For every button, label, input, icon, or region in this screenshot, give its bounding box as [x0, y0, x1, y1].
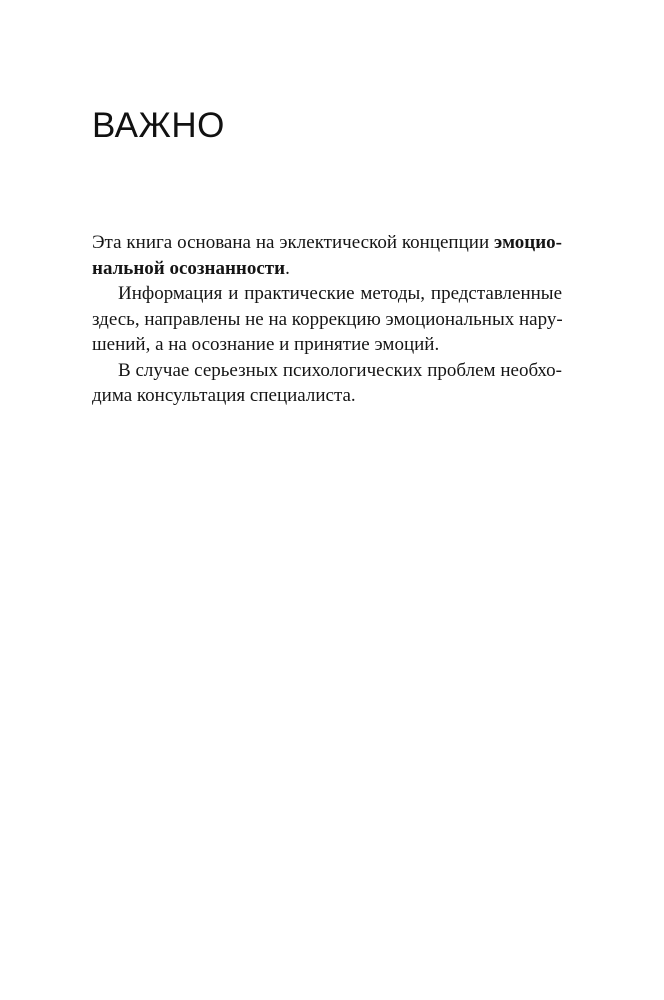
paragraph-2-line-1: Информация и практические методы, представленные	[118, 283, 562, 304]
paragraph-1-line-1-regular: Эта книга основана на эклектической концепции	[92, 232, 495, 253]
body-text	[92, 230, 562, 409]
paragraph-3-line-1: В случае серьезных психологических проблем необхо-	[118, 359, 562, 381]
paragraph-1-line-2-bold: нальной осознанности	[92, 257, 286, 279]
page-heading: ВАЖНО	[92, 106, 225, 145]
paragraph-3	[92, 358, 562, 409]
paragraph-1-line-2	[92, 256, 562, 282]
paragraph-3-line-2: дима консультация специалиста.	[92, 385, 356, 406]
paragraph-1-line-1	[92, 230, 562, 256]
paragraph-1-line-2-regular: .	[285, 257, 290, 279]
paragraph-2	[92, 281, 562, 358]
paragraph-2-line-3: шений, а на осознание и принятие эмоций.	[92, 334, 440, 355]
paragraph-2-line-2: здесь, направлены не на коррекцию эмоциональных нару-	[92, 308, 563, 330]
paragraph-1-line-1-bold: эмоцио-	[494, 232, 562, 253]
paragraph-1	[92, 230, 562, 281]
